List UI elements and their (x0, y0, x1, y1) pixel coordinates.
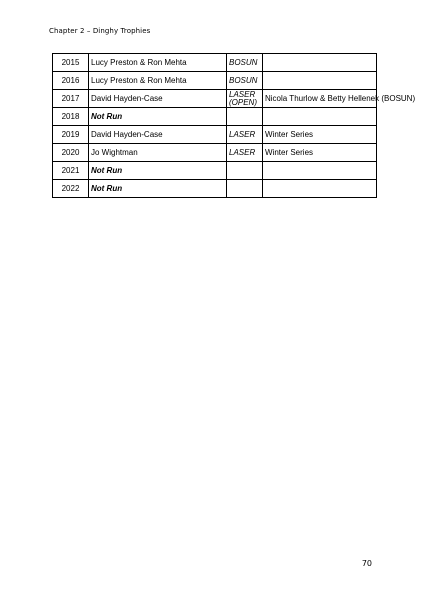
year-cell: 2019 (53, 126, 89, 144)
boat-class-cell: LASER (227, 144, 263, 162)
boat-class-cell (227, 108, 263, 126)
winner-cell: Lucy Preston & Ron Mehta (89, 72, 227, 90)
boat-class-cell: BOSUN (227, 72, 263, 90)
trophy-winners-table (52, 53, 416, 198)
year-cell: 2017 (53, 90, 89, 108)
table-row (53, 162, 377, 180)
year-cell: 2015 (53, 54, 89, 72)
winner-cell: David Hayden-Case (89, 90, 227, 108)
winner-cell: Not Run (89, 108, 227, 126)
boat-class-cell (227, 162, 263, 180)
boat-class-cell (227, 180, 263, 198)
year-cell: 2020 (53, 144, 89, 162)
table-row (53, 108, 377, 126)
table-row (53, 90, 377, 108)
notes-cell (263, 180, 377, 198)
chapter-header: Chapter 2 – Dinghy Trophies (49, 27, 151, 35)
winner-cell: Not Run (89, 180, 227, 198)
year-cell: 2021 (53, 162, 89, 180)
boat-class-cell: BOSUN (227, 54, 263, 72)
winner-cell: Not Run (89, 162, 227, 180)
notes-cell (263, 54, 377, 72)
year-cell: 2016 (53, 72, 89, 90)
year-cell: 2022 (53, 180, 89, 198)
table-row (53, 180, 377, 198)
table-row (53, 144, 377, 162)
notes-cell (263, 162, 377, 180)
table-row (53, 54, 377, 72)
winner-cell: Lucy Preston & Ron Mehta (89, 54, 227, 72)
year-cell: 2018 (53, 108, 89, 126)
winner-cell: David Hayden-Case (89, 126, 227, 144)
notes-cell (263, 108, 377, 126)
notes-cell: Nicola Thurlow & Betty Hellenek (BOSUN) (263, 90, 377, 108)
notes-cell: Winter Series (263, 144, 377, 162)
page-number: 70 (361, 559, 372, 568)
notes-cell: Winter Series (263, 126, 377, 144)
boat-class-cell: LASER (OPEN) (227, 90, 263, 108)
winner-cell: Jo Wightman (89, 144, 227, 162)
table-row (53, 72, 377, 90)
boat-class-cell: LASER (227, 126, 263, 144)
table-row (53, 126, 377, 144)
notes-cell (263, 72, 377, 90)
